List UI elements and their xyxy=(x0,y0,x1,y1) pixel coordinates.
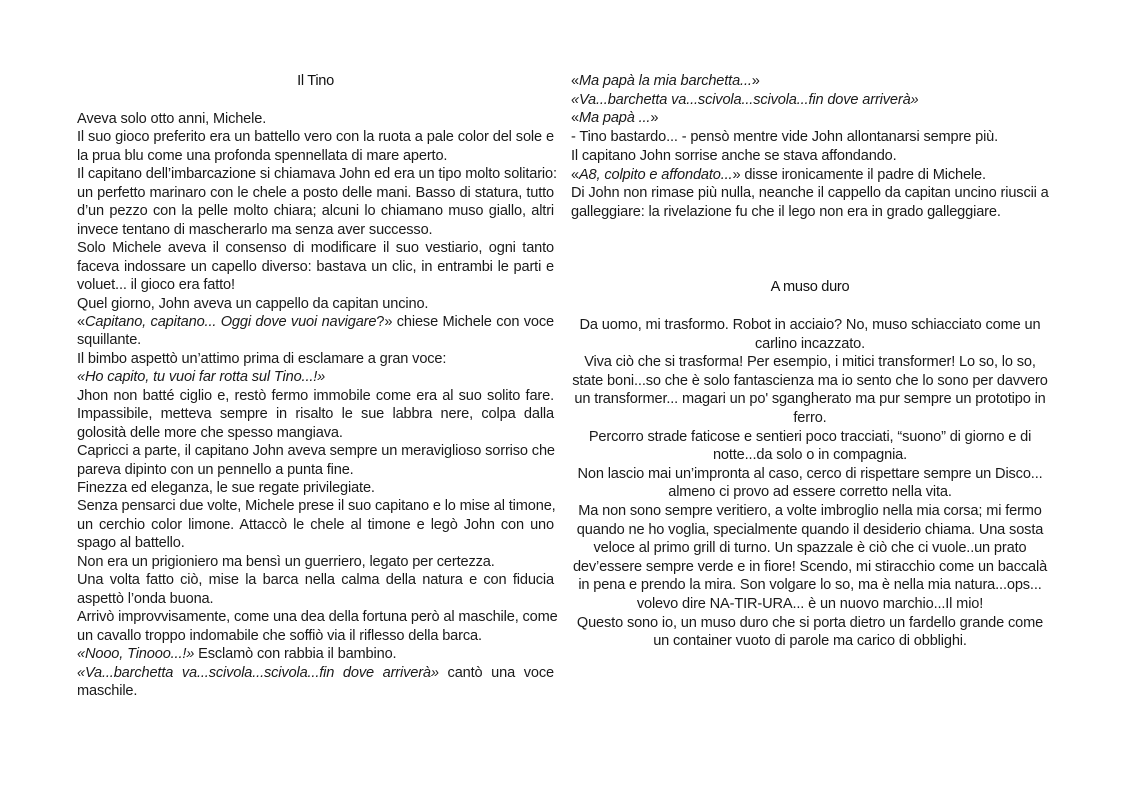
text-line: un cavallo troppo indomabile che soffiò via il riflesso della barca. xyxy=(77,627,482,644)
text-line: Una volta fatto ciò, mise la barca nella calma della natura e con fiducia xyxy=(77,572,554,589)
italic-quote: «Nooo, Tinooo...!» xyxy=(77,646,195,663)
italic-quote: Ma papà la mia barchetta... xyxy=(578,73,752,89)
text-line: squillante. xyxy=(77,332,142,349)
text-line xyxy=(571,166,1049,184)
text-line: un transformer... magari un po' sgangherato ma pur sempre un prototipo in xyxy=(574,391,1046,408)
text-line: Aveva solo otto anni, Michele. xyxy=(77,111,267,127)
text-line: Il suo gioco preferito era un battello vero con la ruota a pale color del sole e xyxy=(77,129,554,146)
text-line xyxy=(77,313,554,331)
text-line: un container vuoto di parole ma carico di obblighi. xyxy=(653,633,967,650)
text-line: faceva indossare un capello diverso: bastava un clic, in entrambi le parti e xyxy=(77,258,554,275)
italic-quote: «Va...barchetta va...scivola...scivola...fin dove arriverà» xyxy=(77,664,439,681)
text-span: ?» chiese Michele con voce xyxy=(376,313,554,330)
text-line: voluet... il gioco era fatto! xyxy=(77,277,235,294)
text-span: » xyxy=(751,73,760,89)
text-line: Il capitano dell’imbarcazione si chiamava John ed era un tipo molto solitario: xyxy=(77,166,557,183)
italic-quote: Capitano, capitano... Oggi dove vuoi navigare xyxy=(84,313,377,330)
text-line: - Tino bastardo... - pensò mentre vide John allontanarsi sempre più. xyxy=(571,129,999,146)
text-line: Quel giorno, John aveva un cappello da capitan uncino. xyxy=(77,295,429,312)
text-span: » xyxy=(650,110,659,127)
italic-quote: A8, colpito e affondato... xyxy=(578,166,733,183)
text-line: spago al battello. xyxy=(77,535,185,552)
text-line: Arrivò improvvisamente, come una dea della fortuna però al maschile, come xyxy=(77,609,558,626)
text-line: Da uomo, mi trasformo. Robot in acciaio? No, muso schiacciato come un xyxy=(579,317,1041,333)
text-span: « xyxy=(571,166,579,183)
text-line xyxy=(571,109,1049,127)
text-line: notte...da solo o in compagnia. xyxy=(712,447,908,464)
text-line xyxy=(77,664,554,682)
text-line xyxy=(77,645,554,663)
text-line: Finezza ed eleganza, le sue regate privilegiate. xyxy=(77,480,375,496)
text-line: Ma non sono sempre veritiero, a volte imbroglio nella mia corsa; mi fermo xyxy=(578,503,1042,519)
text-line xyxy=(571,72,1049,90)
text-line: la prua blu come una profonda spennellata di mare aperto. xyxy=(77,147,448,164)
text-line: state boni...so che è solo fantascienza ma io sento che lo sono per davvero xyxy=(572,372,1048,389)
text-line: golosità delle more che spesso mangiava. xyxy=(77,424,343,441)
text-line: Solo Michele aveva il consenso di modificare il suo vestiario, ogni tanto xyxy=(77,240,554,257)
text-line: d’un pezzo con la pelle molto chiara; alcuni lo chiamano muso giallo, altri xyxy=(77,203,554,220)
text-line: galleggiare: la rivelazione fu che il lego non era in grado galleggiare. xyxy=(571,203,1001,220)
text-span: « xyxy=(571,73,579,89)
text-line: volevo dire NA-TIR-URA... è un nuovo marchio...Il mio! xyxy=(636,596,984,612)
text-line: Il bimbo aspettò un’attimo prima di esclamare a gran voce: xyxy=(77,350,447,367)
text-line: Jhon non batté ciglio e, restò fermo immobile come era al suo solito fare. xyxy=(77,387,554,404)
text-line: aspettò l’onda buona. xyxy=(77,590,214,607)
italic-quote: «Va...barchetta va...scivola...scivola...fin dove arriverà» xyxy=(571,91,919,108)
text-line xyxy=(571,91,1049,109)
text-line: carlino incazzato. xyxy=(754,335,866,352)
text-line: un perfetto marinaro con le chele a posto delle mani. Basso di statura, tutto xyxy=(77,184,554,201)
text-line: almeno ci provo ad essere corretto nella vita. xyxy=(668,484,952,501)
story-title-il-tino: Il Tino xyxy=(297,73,334,89)
text-line: Non lascio mai un’impronta al caso, cerco di rispettare sempre un Disco... xyxy=(577,465,1043,482)
text-line: invece tentano di mascherarlo ma senza aver successo. xyxy=(77,221,433,238)
story-title-a-muso-duro: A muso duro xyxy=(770,279,850,295)
italic-quote: Ma papà ... xyxy=(578,110,651,127)
text-line: Il capitano John sorrise anche se stava affondando. xyxy=(571,147,897,164)
text-line: un cerchio color limone. Attaccò le chele al timone e legò John con uno xyxy=(77,516,554,533)
text-line: Questo sono io, un muso duro che si porta dietro un fardello grande come xyxy=(576,614,1044,631)
text-line: veloce al primo grill di turno. Un spazzale è ciò che ci vuole..un prato xyxy=(593,540,1027,557)
text-line: Di John non rimase più nulla, neanche il cappello da capitan uncino riuscii a xyxy=(571,185,1049,202)
text-span: « xyxy=(571,110,579,127)
text-line: pareva dipinto con un pennello a punta fine. xyxy=(77,461,354,478)
text-line: Impassibile, metteva sempre in risalto le sue labbra nere, colpa dalla xyxy=(77,406,554,423)
italic-quote: «Ho capito, tu vuoi far rotta sul Tino...!» xyxy=(77,369,326,386)
text-line: Non era un prigioniero ma bensì un guerriero, legato per certezza. xyxy=(77,553,495,570)
text-span: « xyxy=(77,313,85,330)
text-span: Esclamò con rabbia il bambino. xyxy=(194,646,397,663)
text-span: cantò una voce xyxy=(438,664,554,681)
text-span: » disse ironicamente il padre di Michele. xyxy=(732,166,986,183)
text-line: quando ne ho voglia, specialmente quando il desiderio chiama. Una sosta xyxy=(576,521,1044,538)
text-line: Viva ciò che si trasforma! Per esempio, i mitici transformer! Lo so, lo so, xyxy=(584,354,1036,371)
text-line: ferro. xyxy=(793,410,827,426)
text-line: dev’essere sempre verde e in fiore! Scendo, mi stiracchio come un baccalà xyxy=(572,558,1048,575)
text-line: maschile. xyxy=(77,682,138,699)
text-line: Senza pensarci due volte, Michele prese il suo capitano e lo mise al timone, xyxy=(77,498,556,515)
text-line: Percorro strade faticose e sentieri poco tracciati, “suono” di giorno e di xyxy=(588,428,1032,445)
text-line: Capricci a parte, il capitano John aveva sempre un meraviglioso sorriso che xyxy=(77,443,555,460)
text-line xyxy=(77,368,554,386)
text-line: in pena e prendo la mira. Son volgare lo so, ma è nella mia natura...ops... xyxy=(578,577,1042,594)
